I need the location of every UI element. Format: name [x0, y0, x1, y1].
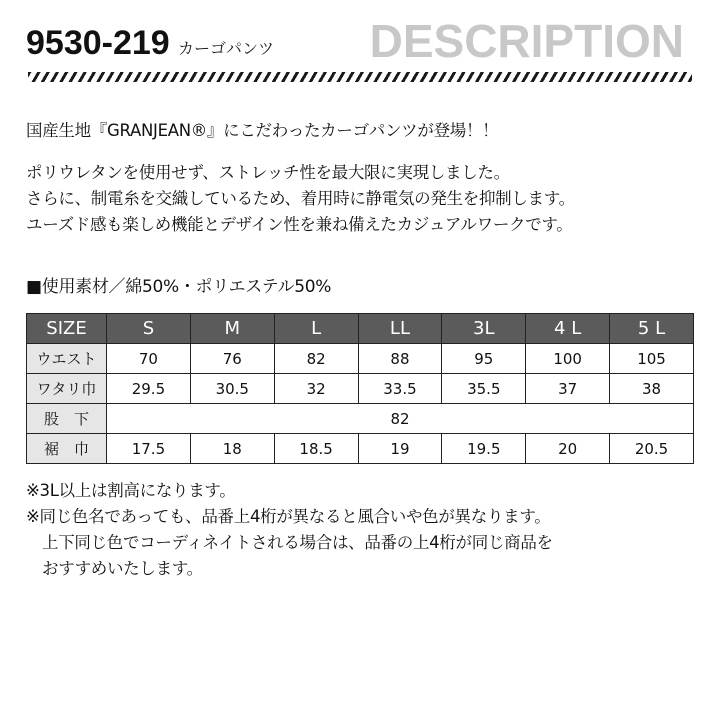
table-cell: 18	[190, 434, 274, 464]
description-line: ユーズド感も楽しめ機能とデザイン性を兼ね備えたカジュアルワークです。	[26, 215, 573, 234]
note: ※同じ色名であっても、品番上4桁が異なると風合いや色が異なります。	[26, 507, 551, 526]
size-header-label: SIZE	[27, 314, 107, 344]
size-column-header: 3L	[442, 314, 526, 344]
material-info: ■使用素材／綿50%・ポリエステル50%	[26, 277, 332, 297]
table-cell: 29.5	[107, 374, 191, 404]
table-cell: 20	[526, 434, 610, 464]
table-cell: 19.5	[442, 434, 526, 464]
model-number: 9530-219	[26, 24, 170, 62]
table-row-hem	[27, 434, 694, 464]
size-column-header: M	[190, 314, 274, 344]
size-column-header: 5 L	[610, 314, 694, 344]
table-cell: 82	[274, 344, 358, 374]
row-label: 股 下	[27, 404, 107, 434]
table-cell: 88	[358, 344, 442, 374]
row-label: 裾 巾	[27, 434, 107, 464]
table-cell: 17.5	[107, 434, 191, 464]
table-cell: 82	[107, 404, 694, 434]
table-cell: 19	[358, 434, 442, 464]
table-cell: 76	[190, 344, 274, 374]
table-cell: 18.5	[274, 434, 358, 464]
table-cell: 38	[610, 374, 694, 404]
section-title: DESCRIPTION	[369, 15, 684, 67]
table-cell: 20.5	[610, 434, 694, 464]
size-table	[26, 313, 694, 464]
table-cell: 30.5	[190, 374, 274, 404]
description-paragraph	[26, 160, 575, 238]
intro-paragraph	[26, 118, 498, 144]
hatched-divider	[28, 72, 692, 82]
table-cell: 100	[526, 344, 610, 374]
size-column-header: L	[274, 314, 358, 344]
description-line: ポリウレタンを使用せず、ストレッチ性を最大限に実現しました。	[26, 163, 510, 182]
note: ※3L以上は割高になります。	[26, 481, 236, 500]
table-cell: 105	[610, 344, 694, 374]
notes	[26, 478, 553, 582]
note-continuation: おすすめいたします。	[42, 559, 203, 578]
table-cell: 35.5	[442, 374, 526, 404]
table-cell: 70	[107, 344, 191, 374]
table-cell: 95	[442, 344, 526, 374]
note-continuation: 上下同じ色でコーディネイトされる場合は、品番の上4桁が同じ商品を	[42, 533, 553, 552]
header	[0, 0, 720, 72]
size-column-header: S	[107, 314, 191, 344]
table-row-inseam	[27, 404, 694, 434]
table-cell: 37	[526, 374, 610, 404]
row-label: ワタリ巾	[27, 374, 107, 404]
intro-line: 国産生地『GRANJEAN®』にこだわったカーゴパンツが登場！！	[26, 121, 499, 140]
table-cell: 32	[274, 374, 358, 404]
size-column-header: LL	[358, 314, 442, 344]
table-row-waist	[27, 344, 694, 374]
product-name: カーゴパンツ	[178, 39, 275, 58]
size-column-header: 4 L	[526, 314, 610, 344]
row-label: ウエスト	[27, 344, 107, 374]
table-row-thigh	[27, 374, 694, 404]
table-cell: 33.5	[358, 374, 442, 404]
description-line: さらに、制電糸を交織しているため、着用時に静電気の発生を抑制します。	[26, 189, 575, 208]
size-header-row	[27, 314, 694, 344]
